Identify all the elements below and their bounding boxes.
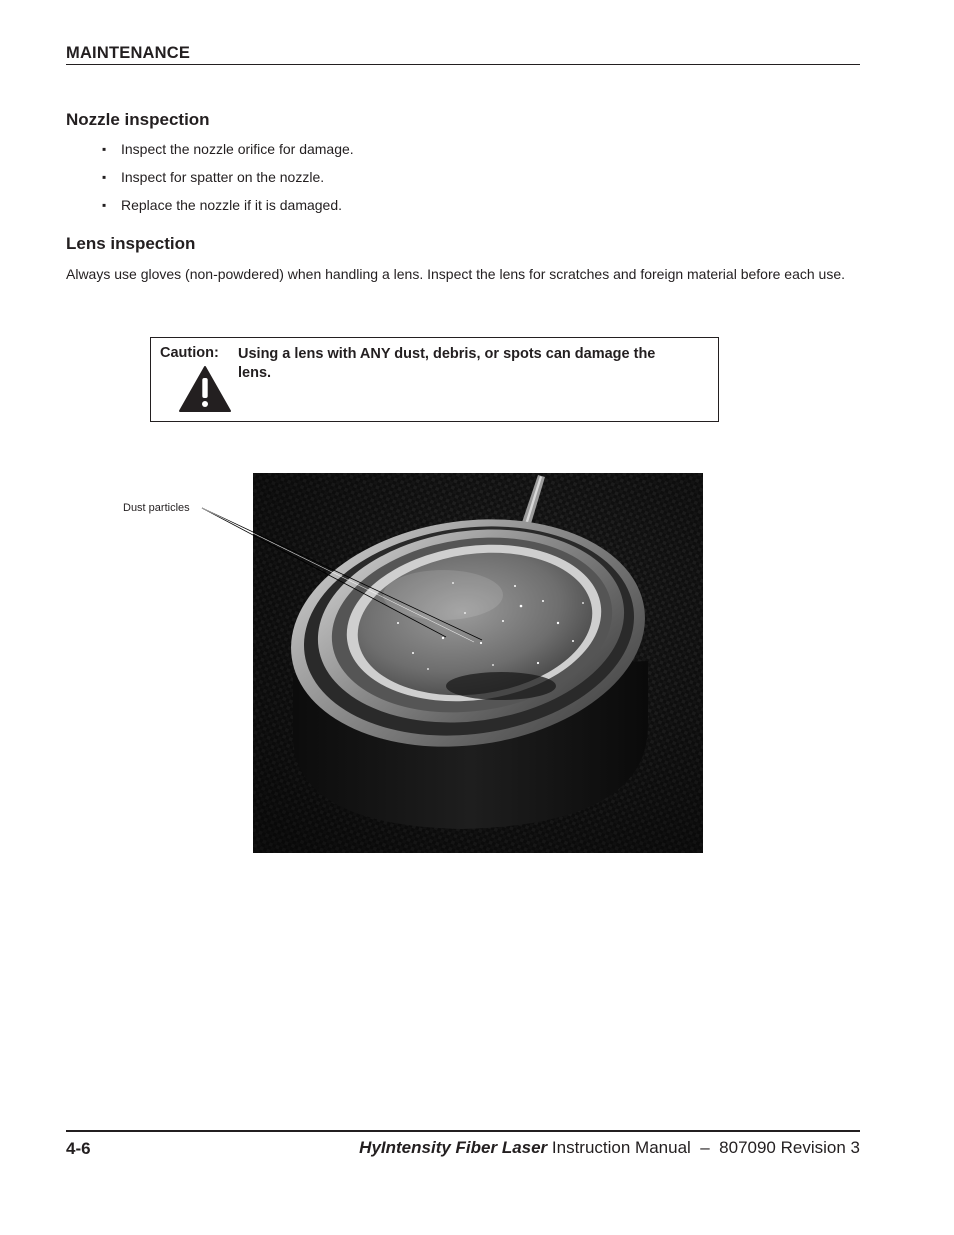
list-item: ▪ Inspect the nozzle orifice for damage.: [102, 141, 354, 157]
list-item: ▪ Inspect for spatter on the nozzle.: [102, 169, 325, 185]
footer-doc-info: [359, 1138, 860, 1158]
caution-box: [150, 337, 719, 422]
bullet-icon: ▪: [102, 198, 107, 212]
caution-label: Caution:: [160, 345, 219, 361]
footer-rule: [66, 1130, 860, 1132]
bullet-icon: ▪: [102, 170, 107, 184]
lens-inspection-heading: Lens inspection: [66, 234, 196, 253]
product-name: HyIntensity Fiber Laser: [359, 1138, 548, 1157]
header-rule: [66, 64, 860, 65]
caution-text: Using a lens with ANY dust, debris, or spots can damage the lens.: [238, 346, 656, 381]
dust-particles-callout: Dust particles: [123, 502, 190, 514]
doc-reference: Instruction Manual – 807090 Revision 3: [547, 1138, 860, 1157]
lens-instructions: Always use gloves (non-powdered) when handling a lens. Inspect the lens for scratches and foreign material before each use.: [66, 266, 846, 282]
nozzle-bullet-list: [100, 140, 354, 224]
list-item: ▪ Replace the nozzle if it is damaged.: [102, 197, 343, 213]
page-number: 4-6: [66, 1139, 91, 1158]
section-header: MAINTENANCE: [66, 44, 191, 62]
warning-triangle-icon: [178, 365, 232, 413]
lens-photo: [253, 473, 703, 853]
bullet-icon: ▪: [102, 142, 107, 156]
nozzle-inspection-heading: Nozzle inspection: [66, 110, 210, 129]
